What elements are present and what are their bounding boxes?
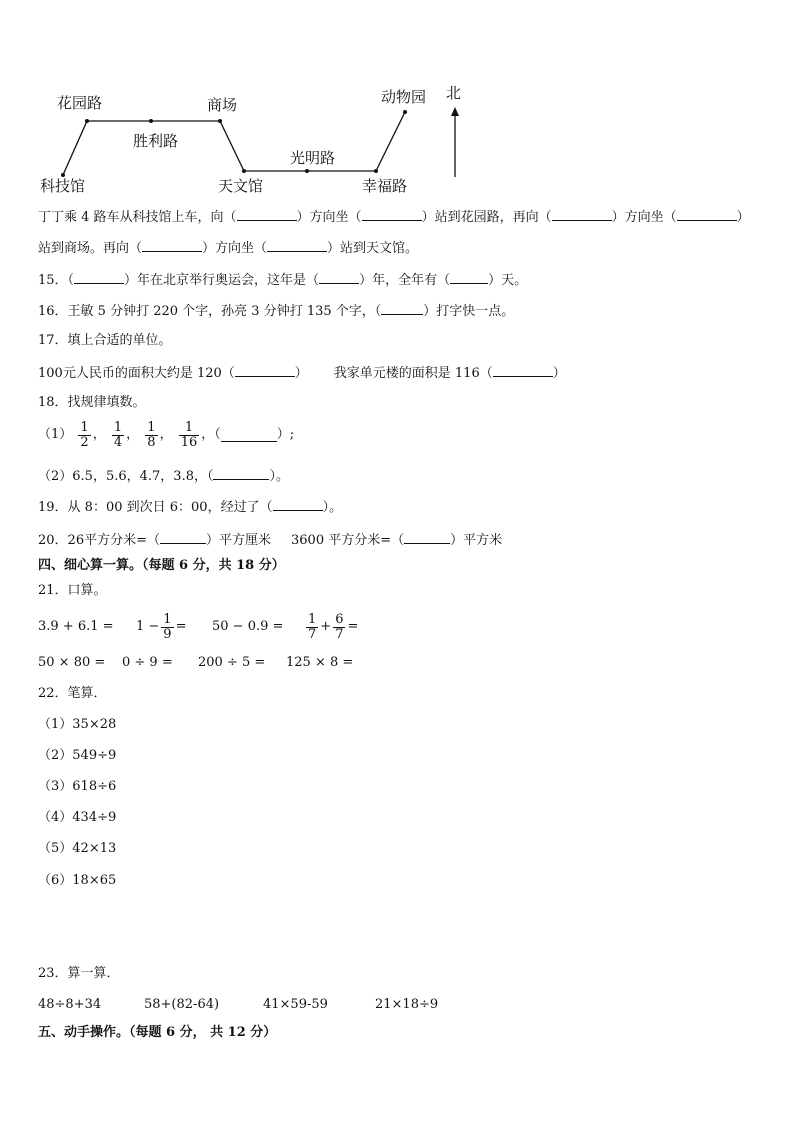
q14-line2: 站到商场。再向（ ）方向坐（ ）站到天文馆。 [38, 238, 418, 258]
q14-blank-4[interactable] [677, 207, 737, 221]
q21-row1-c: 50 − 0.9 = [212, 619, 284, 634]
q21-row2-a: 50 × 80 = [38, 655, 106, 670]
q17-blank-2[interactable] [493, 363, 553, 377]
q21-row2-d: 125 × 8 = [286, 655, 354, 670]
label-dongwu: 动物园 [381, 88, 427, 106]
label-xingfu: 幸福路 [362, 177, 408, 195]
q16-blank[interactable] [381, 301, 423, 315]
stop-dot-huayuan [85, 119, 89, 123]
q22-item-4: （4）434÷9 [38, 810, 117, 825]
q17-line: 100元人民币的面积大约是 120（ ） 我家单元楼的面积是 116（ ） [38, 363, 566, 383]
q21-fraction-6-7: $\frac{6}{7}$ [335, 611, 344, 642]
q14-blank-2[interactable] [362, 207, 422, 221]
q18-p2: （2）6.5，5.6，4.7，3.8，（ ）。 [38, 466, 289, 486]
label-guangming: 光明路 [290, 149, 336, 167]
stop-dot-shangchang [218, 119, 222, 123]
q21-row1-a: 3.9 + 6.1 = [38, 619, 114, 634]
q21-fraction-1-7: $\frac{1}{7}$ [308, 611, 317, 642]
stop-dot-xingfu [374, 169, 378, 173]
q22-title: 22．笔算． [38, 686, 107, 701]
q15-blank-1[interactable] [74, 270, 124, 284]
north-arrow-icon [451, 107, 459, 116]
q22-item-2: （2）549÷9 [38, 748, 117, 763]
q14-blank-3[interactable] [552, 207, 612, 221]
q14-line1: 丁丁乘 4 路车从科技馆上车，向（ ）方向坐（ ）站到花园路，再向（ ）方向坐（ ） [38, 207, 750, 227]
q22-item-6: （6）18×65 [38, 873, 117, 888]
q14-blank-5[interactable] [142, 238, 202, 252]
fraction-3: $\frac{1}{8}$ [147, 419, 156, 450]
q17-blank-1[interactable] [235, 363, 295, 377]
stop-dot-tianwen [242, 169, 246, 173]
q23-title: 23．算一算． [38, 966, 120, 981]
q18-p1: （1） $\frac{1}{2}$ ， $\frac{1}{4}$ ， $\frac{1}{8}$ ， $\frac{1}{16}$ ，（ ）; [38, 419, 295, 450]
label-shangchang: 商场 [207, 96, 238, 114]
q21-fraction-1-9: $\frac{1}{9}$ [163, 611, 172, 642]
stop-dot-shengli [149, 119, 153, 123]
q21-row2-c: 200 ÷ 5 = [198, 655, 266, 670]
q15-blank-2[interactable] [319, 270, 359, 284]
q15-blank-3[interactable] [450, 270, 488, 284]
q22-item-1: （1）35×28 [38, 717, 117, 732]
q23-item-2: 58+(82-64) [144, 997, 220, 1012]
fraction-2: $\frac{1}{4}$ [113, 419, 123, 450]
q16: 16．王敏 5 分钟打 220 个字，孙亮 3 分钟打 135 个字，（ ）打字快一点。 [38, 301, 514, 321]
q22-item-5: （5）42×13 [38, 841, 117, 856]
q18-blank-2[interactable] [213, 466, 269, 480]
label-keji: 科技馆 [40, 177, 86, 195]
label-tianwen: 天文馆 [218, 177, 264, 195]
q23-item-4: 21×18÷9 [375, 997, 439, 1012]
q19-blank[interactable] [273, 497, 323, 511]
stop-dot-dongwu [403, 110, 407, 114]
q20-blank-2[interactable] [404, 530, 450, 544]
route-line [63, 112, 405, 175]
q17-title: 17．填上合适的单位。 [38, 333, 172, 348]
q23-item-3: 41×59-59 [263, 997, 328, 1012]
section-4-title: 四、细心算一算。（每题 6 分，共 18 分） [38, 558, 285, 573]
q21-row1-b: 1 − $\frac{1}{9}$ = [136, 611, 187, 642]
q21-row1-d: $\frac{1}{7}$ + $\frac{6}{7}$ = [308, 611, 359, 642]
label-huayuan: 花园路 [57, 94, 103, 112]
q18-blank-1[interactable] [221, 428, 277, 442]
q19: 19．从 8：00 到次日 6：00，经过了（ ）。 [38, 497, 342, 517]
q22-item-3: （3）618÷6 [38, 779, 117, 794]
q20: 20．26平方分米=（ ）平方厘米 3600 平方分米=（ ）平方米 [38, 530, 502, 550]
q21-row2-b: 0 ÷ 9 = [122, 655, 173, 670]
q15: 15．（ ）年在北京举行奥运会，这年是（ ）年，全年有（ ）天。 [38, 270, 527, 290]
fraction-4: $\frac{1}{16}$ [180, 419, 198, 450]
q14-blank-1[interactable] [237, 207, 297, 221]
q23-item-1: 48÷8+34 [38, 997, 102, 1012]
q14-blank-6[interactable] [267, 238, 327, 252]
route-map [0, 0, 794, 200]
section-5-title: 五、动手操作。（每题 6 分， 共 12 分） [38, 1025, 277, 1040]
q20-blank-1[interactable] [160, 530, 206, 544]
q21-title: 21．口算。 [38, 583, 107, 598]
stop-dot-guangming [305, 169, 309, 173]
label-north: 北 [446, 84, 462, 102]
label-shengli: 胜利路 [133, 132, 179, 150]
q18-title: 18．找规律填数。 [38, 395, 146, 410]
fraction-1: $\frac{1}{2}$ [80, 419, 89, 450]
